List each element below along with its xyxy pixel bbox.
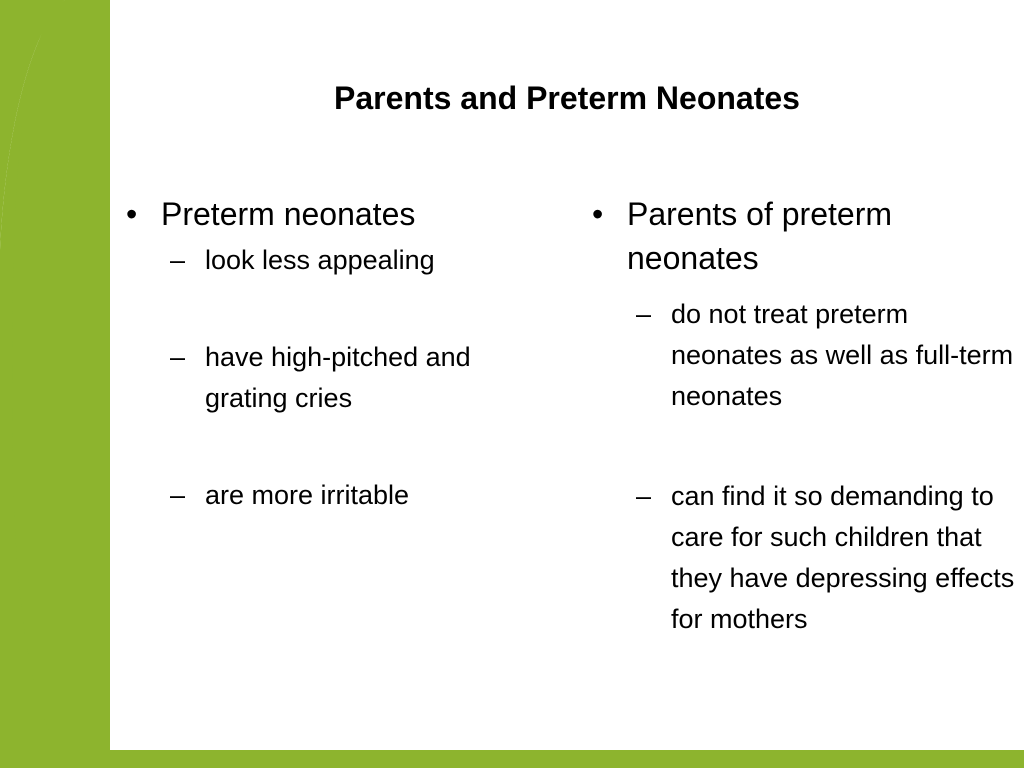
bullet-icon: • — [126, 196, 138, 232]
slide-title: Parents and Preterm Neonates — [334, 80, 800, 116]
right-point — [584, 476, 1020, 640]
right-point-text: can find it so demanding to care for such children that they have depressing effects for mothers — [671, 481, 1015, 634]
left-heading-item — [118, 192, 558, 236]
bullet-icon: • — [592, 196, 604, 232]
right-point-text: do not treat preterm neonates as well as full-term neonates — [671, 299, 1014, 411]
left-point-text: look less appealing — [205, 245, 435, 275]
right-heading: Parents of preterm neonates — [627, 196, 892, 276]
dash-icon: – — [170, 480, 186, 510]
left-column — [118, 192, 558, 516]
right-point — [584, 294, 1020, 417]
dash-icon: – — [636, 299, 652, 329]
dash-icon: – — [636, 481, 652, 511]
right-heading-item — [584, 192, 1020, 280]
left-point — [118, 240, 558, 281]
dash-icon: – — [170, 342, 186, 372]
left-point-text: are more irritable — [205, 480, 410, 510]
left-heading: Preterm neonates — [161, 196, 416, 232]
left-point — [118, 475, 558, 516]
left-point — [118, 337, 558, 419]
dash-icon: – — [170, 245, 186, 275]
right-column — [584, 192, 1020, 640]
left-point-text: have high-pitched and grating cries — [205, 342, 471, 413]
